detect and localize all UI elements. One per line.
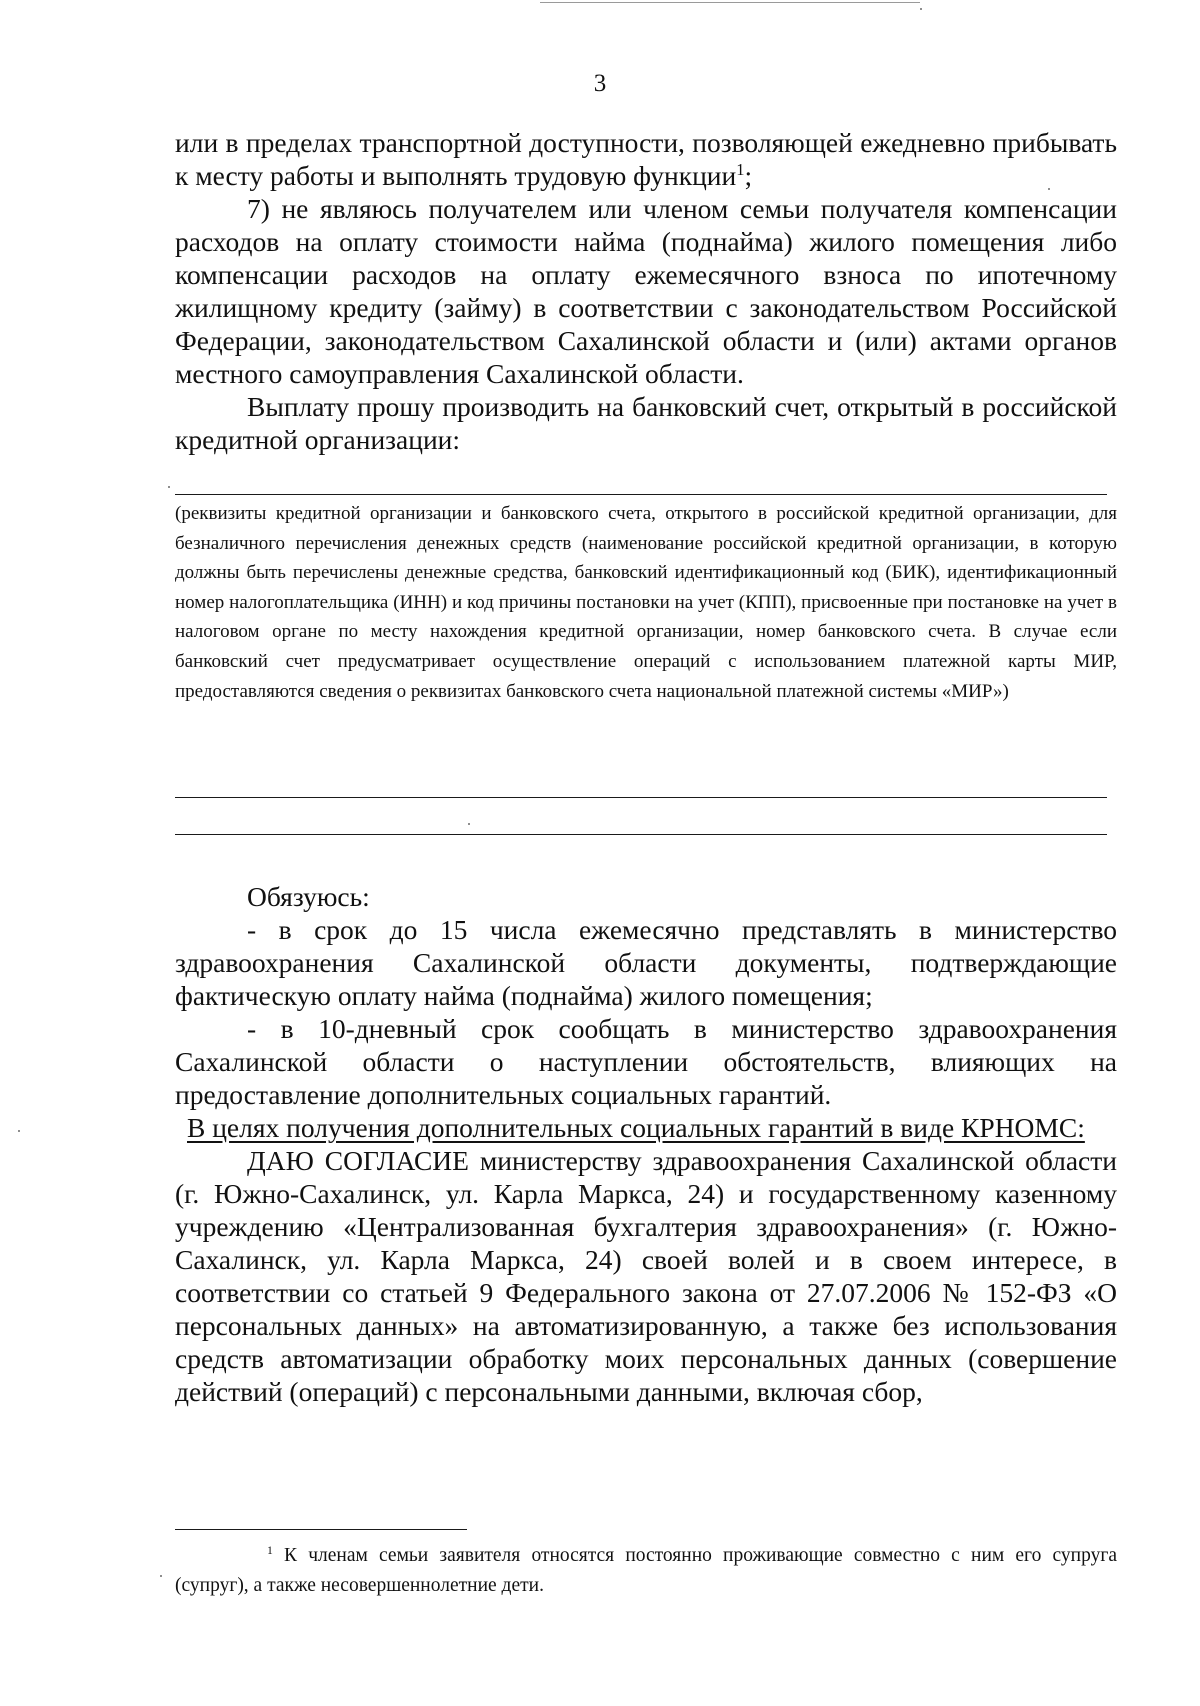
paragraph-payment-request: Выплату прошу производить на банковский счет, открытый в российской кредитной организации: bbox=[175, 391, 1117, 455]
scan-speck bbox=[18, 1130, 20, 1132]
bank-details-hint-block bbox=[175, 499, 1117, 706]
paragraph-transport bbox=[175, 126, 1117, 192]
footnote-marker: 1 bbox=[267, 1543, 273, 1557]
paragraph-transport-end: ; bbox=[744, 160, 753, 191]
text-block-lower bbox=[175, 880, 1117, 1408]
fill-line-1[interactable] bbox=[175, 797, 1107, 798]
paragraph-transport-text: или в пределах транспортной доступности, позволяющей ежедневно прибывать к месту работы и выполнять трудовую функции bbox=[175, 127, 1117, 191]
fill-line-2[interactable] bbox=[175, 834, 1107, 835]
paragraph-obligation-1: - в срок до 15 числа ежемесячно представлять в министерство здравоохранения Сахалинской области документы, подтверждающие фактическую оплату найма (поднайма) жилого помещения; bbox=[175, 914, 1117, 1011]
bank-details-hint: (реквизиты кредитной организации и банковского счета, открытого в российской кредитной организации, для безналичного перечисления денежных средств (наименование российской кредитной организации, в которую должны быть перечислены денежные средства, банковский идентификационный код (БИК), идентификационный номер налогоплательщика (ИНН) и код причины постановки на учет (КПП), присвоенные при постановке на учет в налоговом органе по месту нахождения кредитной организации, номер банковского счета. В случае если банковский счет предусматривает осуществление операций с использованием платежной карты МИР, предоставляются сведения о реквизитах банковского счета национальной платежной системы «МИР») bbox=[175, 503, 1117, 702]
footnote-reference: 1 bbox=[736, 160, 745, 180]
paragraph-item-7: 7) не являюсь получателем или членом семьи получателя компенсации расходов на оплату стоимости найма (поднайма) жилого помещения либо компенсации расходов на оплату ежемесячного взноса по ипотечному жилищному кредиту (займу) в соответствии с законодательством Российской Федерации, законодательством Сахалинской области и (или) актами органов местного самоуправления Сахалинской области. bbox=[175, 193, 1117, 389]
page-number: 3 bbox=[593, 70, 607, 97]
paragraph-obligation-heading: Обязуюсь: bbox=[247, 881, 370, 912]
footnote-text: К членам семьи заявителя относятся постоянно проживающие совместно с ним его супруга (супруг), а также несовершеннолетние дети. bbox=[175, 1545, 1117, 1596]
section-heading bbox=[175, 1111, 1117, 1144]
scan-edge-line bbox=[540, 2, 920, 3]
section-heading-text: В целях получения дополнительных социальных гарантий в виде КРНОМС: bbox=[187, 1112, 1085, 1143]
scan-speck bbox=[160, 1575, 162, 1577]
footnote bbox=[175, 1541, 1117, 1601]
paragraph-consent: ДАЮ СОГЛАСИЕ министерству здравоохранения Сахалинской области (г. Южно-Сахалинск, ул. Карла Маркса, 24) и государственному казенному учреждению «Централизованная бухгалтерия здравоохранения» (г. Южно-Сахалинск, ул. Карла Маркса, 24) своей волей и в своем интересе, в соответствии со статьей 9 Федерального закона от 27.07.2006 № 152-ФЗ «О персональных данных» на автоматизированную, а также без использования средств автоматизации обработку моих персональных данных (совершение действий (операций) с персональными данными, включая сбор, bbox=[175, 1145, 1117, 1407]
scan-speck bbox=[1048, 188, 1050, 190]
scan-speck bbox=[920, 8, 922, 10]
scan-speck bbox=[468, 823, 470, 825]
scan-speck bbox=[168, 486, 170, 488]
footnote-separator bbox=[175, 1529, 467, 1530]
text-block-upper bbox=[175, 126, 1117, 456]
paragraph-obligation-2: - в 10-дневный срок сообщать в министерство здравоохранения Сахалинской области о наступлении обстоятельств, влияющих на предоставление дополнительных социальных гарантий. bbox=[175, 1013, 1117, 1110]
bank-details-fill-line[interactable] bbox=[175, 494, 1107, 495]
footnote-block bbox=[175, 1541, 1117, 1601]
